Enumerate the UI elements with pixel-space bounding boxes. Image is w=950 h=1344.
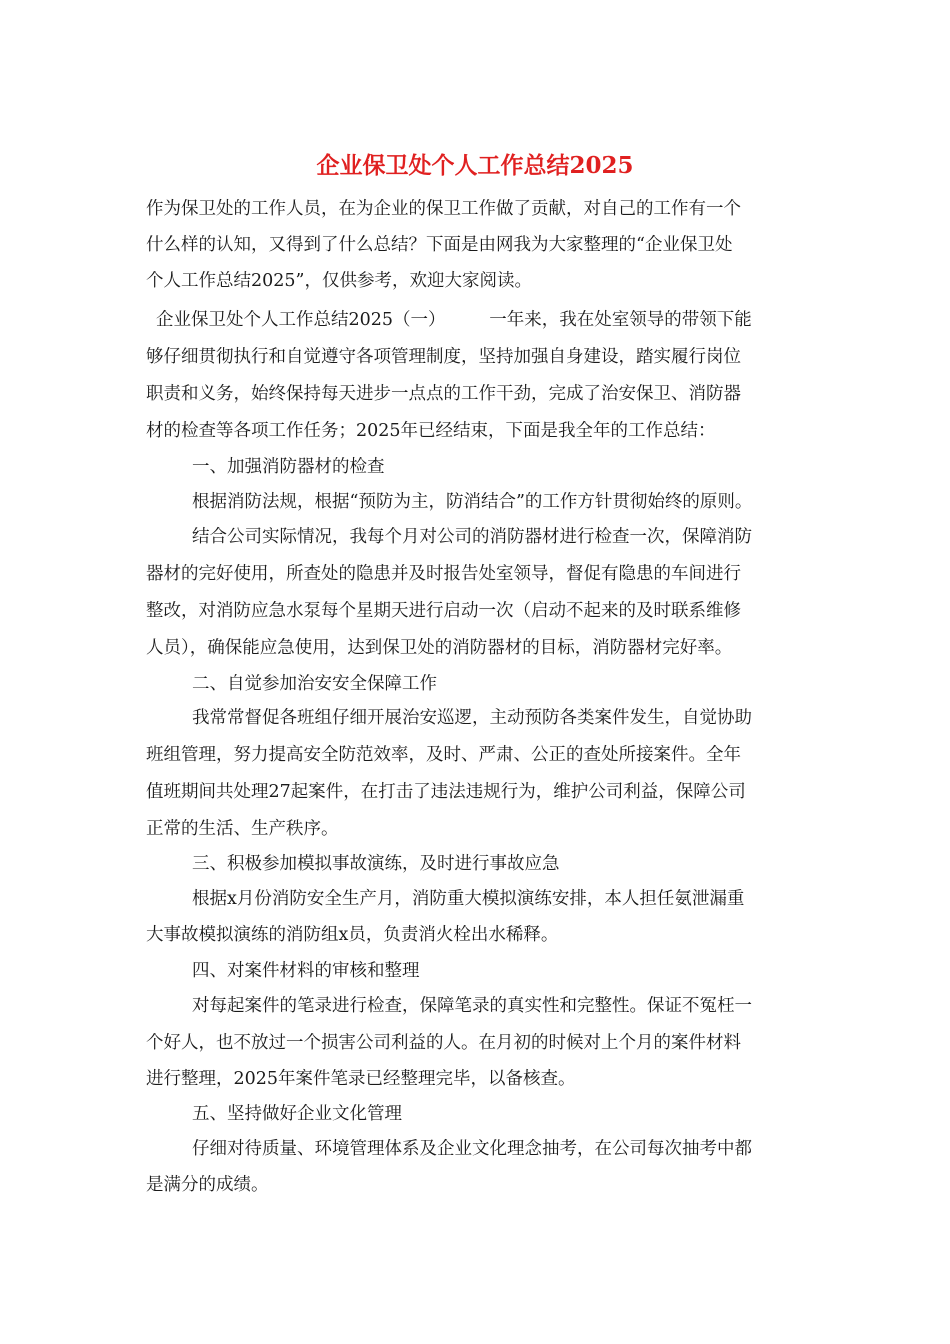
body-line: 正常的生活、生产秩序。 xyxy=(146,819,339,839)
body-line: 对每起案件的笔录进行检查，保障笔录的真实性和完整性。保证不冤枉一 xyxy=(192,996,752,1016)
document-title: 企业保卫处个人工作总结2025 xyxy=(316,152,634,179)
section-heading: 二、自觉参加治安安全保障工作 xyxy=(192,674,437,694)
body-line: 什么样的认知，又得到了什么总结？下面是由网我为大家整理的“企业保卫处 xyxy=(146,235,733,255)
body-line: 根据x月份消防安全生产月，消防重大模拟演练安排，本人担任氨泄漏重 xyxy=(192,889,745,909)
body-line: 材的检查等各项工作任务；2025年已经结束，下面是我全年的工作总结： xyxy=(146,421,716,441)
body-line: 人员），确保能应急使用，达到保卫处的消防器材的目标，消防器材完好率。 xyxy=(146,638,733,658)
body-line: 是满分的成绩。 xyxy=(146,1175,269,1195)
section-heading: 一、加强消防器材的检查 xyxy=(192,457,385,477)
body-line: 进行整理，2025年案件笔录已经整理完毕，以备核查。 xyxy=(146,1069,576,1089)
body-line: 大事故模拟演练的消防组x员，负责消火栓出水稀释。 xyxy=(146,925,559,945)
body-line: 整改，对消防应急水泵每个星期天进行启动一次（启动不起来的及时联系维修 xyxy=(146,601,741,621)
section-heading: 四、对案件材料的审核和整理 xyxy=(192,961,420,981)
body-line: 班组管理，努力提高安全防范效率，及时、严肃、公正的查处所接案件。全年 xyxy=(146,745,741,765)
body-line: 职责和义务，始终保持每天进步一点点的工作干劲，完成了治安保卫、消防器 xyxy=(146,384,741,404)
body-line: 结合公司实际情况，我每个月对公司的消防器材进行检查一次，保障消防 xyxy=(192,527,752,547)
body-line: 器材的完好使用，所查处的隐患并及时报告处室领导，督促有隐患的车间进行 xyxy=(146,564,741,584)
body-line: 够仔细贯彻执行和自觉遵守各项管理制度，坚持加强自身建设，踏实履行岗位 xyxy=(146,347,741,367)
body-line: 仔细对待质量、环境管理体系及企业文化理念抽考，在公司每次抽考中都 xyxy=(192,1139,752,1159)
body-line: 个人工作总结2025”，仅供参考，欢迎大家阅读。 xyxy=(146,271,532,291)
body-line: 根据消防法规，根据“预防为主，防消结合”的工作方针贯彻始终的原则。 xyxy=(192,492,753,512)
body-line: 值班期间共处理27起案件，在打击了违法违规行为，维护公司利益，保障公司 xyxy=(146,782,746,802)
body-line: 个好人，也不放过一个损害公司利益的人。在月初的时候对上个月的案件材料 xyxy=(146,1033,741,1053)
section-heading: 五、坚持做好企业文化管理 xyxy=(192,1104,402,1124)
body-line: 作为保卫处的工作人员，在为企业的保卫工作做了贡献，对自己的工作有一个 xyxy=(146,199,741,219)
section-heading: 三、积极参加模拟事故演练，及时进行事故应急 xyxy=(192,854,560,874)
body-line: 企业保卫处个人工作总结2025（一） 一年来，我在处室领导的带领下能 xyxy=(156,310,752,330)
body-line: 我常常督促各班组仔细开展治安巡逻，主动预防各类案件发生，自觉协助 xyxy=(192,708,752,728)
